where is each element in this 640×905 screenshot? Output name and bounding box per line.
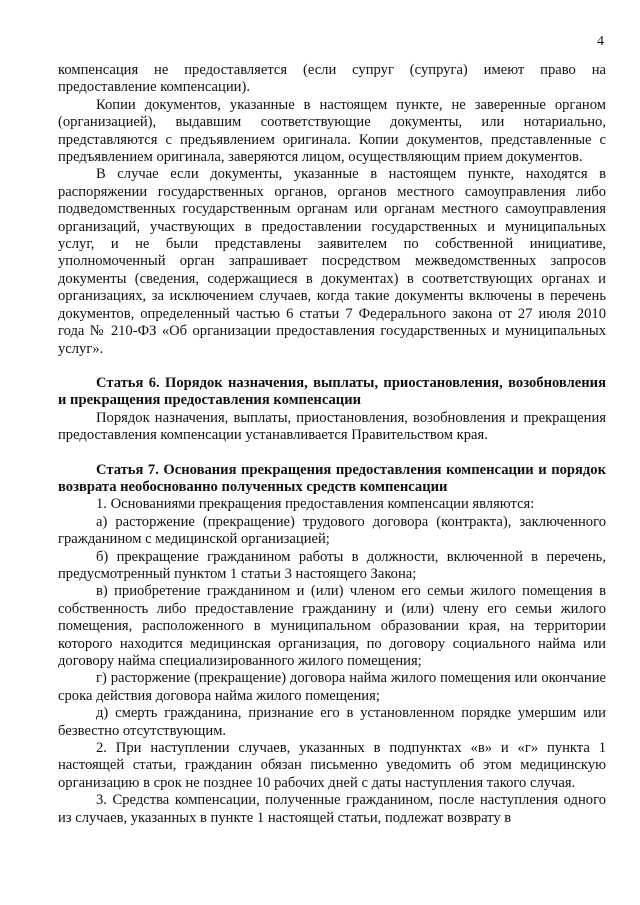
page-number: 4 (597, 34, 604, 49)
paragraph-continuation: компенсация не предоставляется (если супруг (супруга) имеют право на предоставление компенсации). (58, 62, 606, 96)
paragraph-interagency-requests: В случае если документы, указанные в настоящем пункте, находятся в распоряжении государственных органов, органов местного самоуправления либо подведомственных государственным органам или органам местного самоуправления организаций, участвующих в предоставлении государственных и муниципальных услуг, и не были представлены заявителем по собственной инициативе, уполномоченный орган запрашивает посредством межведомственных запросов документы (сведения, содержащиеся в документах) в соответствующих органах и организациях, за исключением случаев, когда такие документы включены в перечень документов, определенный частью 6 статьи 7 Федерального закона от 27 июля 2010 года № 210-ФЗ «Об организации предоставления государственных и муниципальных услуг». (58, 166, 606, 357)
article-7-heading: Статья 7. Основания прекращения предоставления компенсации и порядок возврата необоснованно полученных средств компенсации (58, 461, 606, 495)
article-7-item: в) приобретение гражданином и (или) членом его семьи жилого помещения в собственность либо предоставление гражданину и (или) члену его семьи жилого помещения, расположенного в муниципальном образовании края, на территории которого находится медицинская организация, по договору социального найма или договору найма специализированного жилого помещения; (58, 583, 606, 669)
paragraph-document-copies: Копии документов, указанные в настоящем пункте, не заверенные органом (организацией), выдавшим соответствующие документы, или нотариально, представляются с предъявлением оригинала. Копии документов, представленные с предъявлением оригинала, заверяются лицом, осуществляющим прием документов. (58, 96, 606, 166)
article-6-text: Порядок назначения, выплаты, приостановления, возобновления и прекращения предоставления компенсации устанавливается Правительством края. (58, 409, 606, 444)
article-7-item: а) расторжение (прекращение) трудового договора (контракта), заключенного гражданином с медицинской организацией; (58, 513, 606, 548)
article-7-item: 2. При наступлении случаев, указанных в подпунктах «в» и «г» пункта 1 настоящей статьи, гражданин обязан письменно уведомить об этом медицинскую организацию в срок не позднее 10 рабочих дней с даты наступления такого случая. (58, 740, 606, 791)
article-6-heading: Статья 6. Порядок назначения, выплаты, приостановления, возобновления и прекращения предоставления компенсации (58, 374, 606, 409)
article-7-item: 1. Основаниями прекращения предоставления компенсации являются: (96, 496, 535, 513)
article-7-item: б) прекращение гражданином работы в должности, включенной в перечень, предусмотренный пунктом 1 статьи 3 настоящего Закона; (58, 548, 606, 582)
article-7-item: г) расторжение (прекращение) договора найма жилого помещения или окончание срока действия договора найма жилого помещения; (58, 670, 606, 704)
article-7-item: д) смерть гражданина, признание его в установленном порядке умершим или безвестно отсутствующим. (58, 705, 606, 739)
article-7-item: 3. Средства компенсации, полученные гражданином, после наступления одного из случаев, указанных в пункте 1 настоящей статьи, подлежат возврату в (58, 792, 606, 826)
